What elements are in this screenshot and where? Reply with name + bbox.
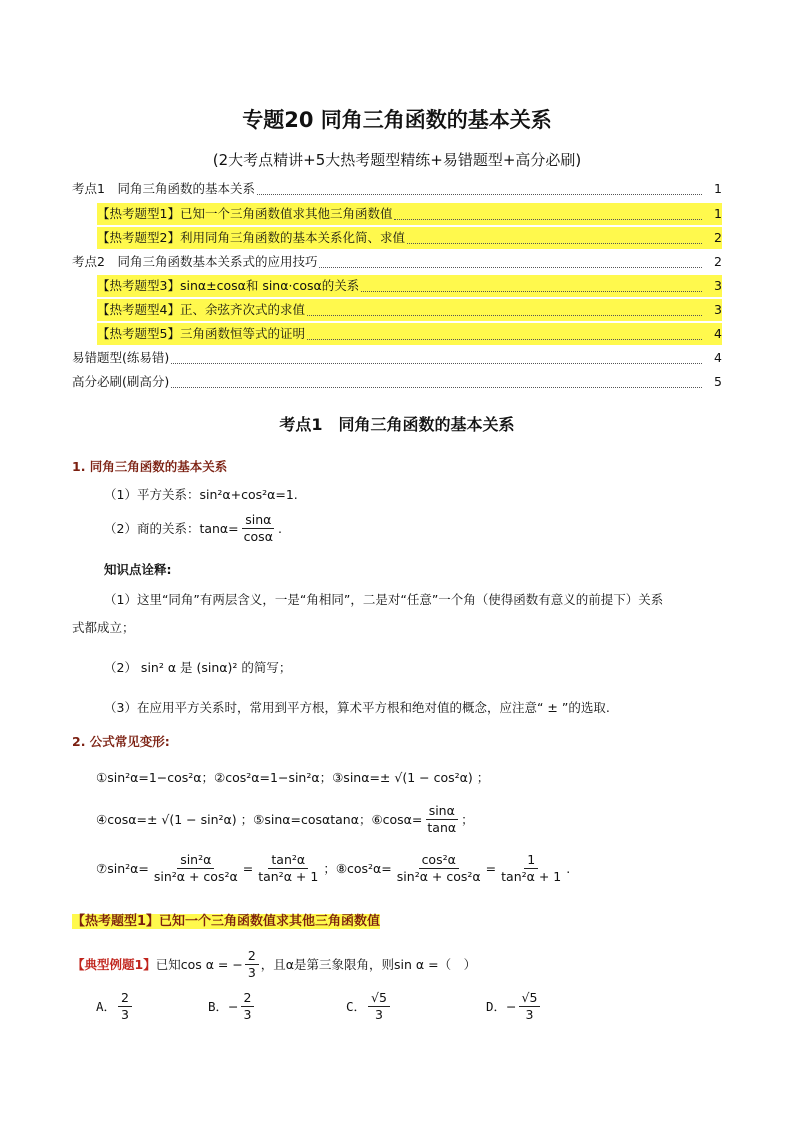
subsection-heading: 1. 同角三角函数的基本关系 [72, 459, 228, 474]
fraction-numerator: sin²α [177, 852, 214, 869]
toc-leader-dots [257, 194, 702, 195]
equals-sign: = [242, 860, 254, 876]
toc-entry-label: 【热考题型1】已知一个三角函数值求其他三角函数值 [97, 206, 393, 221]
formula-line-3-end: . [566, 860, 571, 876]
option-d[interactable] [486, 990, 542, 1023]
option-fraction [519, 990, 541, 1023]
toc-entry[interactable] [97, 275, 722, 297]
toc-entry[interactable] [97, 323, 722, 345]
fraction-denominator: 3 [121, 1007, 129, 1022]
option-sign: − [506, 998, 517, 1014]
toc-entry-page: 4 [714, 350, 722, 365]
formula-line-3-start: ⑦sin²α= [96, 860, 149, 876]
toc-entry-page: 4 [714, 326, 722, 341]
toc-leader-dots [319, 267, 702, 268]
note-1-line-1: （1）这里“同角”有两层含义，一是“角相同”，二是对“任意”一个角（使得函数有意义的前提下）关系 [104, 592, 664, 607]
question-text-end: ，且α是第三象限角，则sin α =（ ） [260, 956, 477, 972]
example-question [72, 948, 476, 981]
toc-entry-label: 【热考题型4】正、余弦齐次式的求值 [97, 302, 305, 317]
toc-entry-page: 1 [714, 181, 722, 196]
formula-line-1: ①sin²α=1−cos²α；②cos²α=1−sin²α；③sinα=± √(1 − cos²α) ； [96, 770, 490, 785]
equals-sign: = [485, 860, 497, 876]
option-fraction [118, 990, 132, 1023]
toc-entry-page: 1 [714, 206, 722, 221]
subsection-heading: 2. 公式常见变形: [72, 734, 170, 749]
toc-entry[interactable] [72, 371, 722, 393]
page-subtitle: (2大考点精讲+5大热考题型精练+易错题型+高分必刷) [212, 151, 582, 169]
toc-entry-label: 考点1 同角三角函数的基本关系 [72, 181, 255, 196]
formula-line-3 [96, 852, 570, 885]
toc-entry[interactable] [97, 299, 722, 321]
option-letter: A． [96, 998, 117, 1014]
option-letter: D． [486, 998, 507, 1014]
note-1-line-2: 式都成立； [72, 620, 135, 635]
section-heading: 考点1 同角三角函数的基本关系 [279, 415, 515, 434]
fraction-denominator: 3 [525, 1007, 534, 1022]
option-fraction [368, 990, 390, 1023]
toc-entry[interactable] [72, 347, 722, 369]
toc-entry-label: 【热考题型3】sinα±cosα和 sinα·cosα的关系 [97, 278, 360, 293]
toc-leader-dots [171, 363, 702, 364]
toc-entry-page: 2 [714, 230, 722, 245]
toc-entry[interactable] [97, 203, 722, 225]
quotient-relation [104, 512, 282, 545]
toc-leader-dots [361, 291, 702, 292]
fraction-denominator: 3 [243, 1007, 252, 1022]
note-2: （2） sin² α 是 (sinα)² 的简写； [104, 660, 292, 675]
formula-fraction [255, 852, 321, 885]
fraction-denominator: tan²α + 1 [258, 869, 319, 884]
option-letter: C． [346, 998, 367, 1014]
formula-fraction [151, 852, 241, 885]
formula-fraction [424, 803, 459, 836]
question-fraction [245, 948, 259, 981]
formula-line-2 [96, 803, 474, 836]
fraction-numerator: cos²α [419, 852, 459, 869]
toc-leader-dots [171, 387, 702, 388]
toc-entry-page: 5 [714, 374, 722, 389]
square-relation: （1）平方关系：sin²α+cos²α=1. [104, 487, 298, 502]
formula-line-2-end: ； [461, 811, 474, 827]
toc-entry-label: 易错题型(练易错) [72, 350, 170, 365]
fraction-denominator: tan²α + 1 [501, 869, 562, 884]
toc-entry-page: 3 [714, 278, 722, 293]
formula-line-3-mid: ；⑧cos²α= [323, 860, 392, 876]
notes-title: 知识点诠释: [104, 562, 172, 577]
option-letter: B． [208, 998, 229, 1014]
quotient-relation-prefix: （2）商的关系：tanα= [104, 520, 239, 536]
toc-entry-label: 高分必刷(刷高分) [72, 374, 170, 389]
formula-fraction [394, 852, 484, 885]
question-text-start: 已知cos α = − [155, 956, 243, 972]
toc-entry-page: 3 [714, 302, 722, 317]
toc-leader-dots [307, 315, 702, 316]
fraction-numerator: 2 [118, 990, 132, 1007]
example-tag: 【典型例题1】 [72, 956, 156, 972]
toc-entry-page: 2 [714, 254, 722, 269]
fraction-numerator: √5 [519, 990, 541, 1007]
option-sign: − [228, 998, 239, 1014]
fraction-denominator: sin²α + cos²α [396, 869, 481, 884]
quotient-fraction [241, 512, 276, 545]
toc-entry-label: 【热考题型5】三角函数恒等式的证明 [97, 326, 305, 341]
note-3: （3）在应用平方关系时，常用到平方根，算术平方根和绝对值的概念，应注意“ ± ”的选取. [104, 700, 610, 715]
fraction-numerator: sinα [242, 512, 274, 529]
fraction-numerator: sinα [426, 803, 458, 820]
page-title: 专题20 同角三角函数的基本关系 [242, 108, 552, 132]
fraction-numerator: 2 [241, 990, 255, 1007]
toc-entry[interactable] [97, 227, 722, 249]
fraction-numerator: tan²α [268, 852, 308, 869]
fraction-denominator: tanα [427, 820, 457, 835]
formula-fraction [498, 852, 564, 885]
option-a[interactable] [96, 990, 134, 1023]
fraction-denominator: 3 [375, 1007, 383, 1022]
toc-leader-dots [407, 243, 702, 244]
toc-entry[interactable] [72, 178, 722, 200]
fraction-denominator: sin²α + cos²α [153, 869, 238, 884]
fraction-numerator: 1 [524, 852, 538, 869]
toc-entry-label: 考点2 同角三角函数基本关系式的应用技巧 [72, 254, 318, 269]
option-c[interactable] [346, 990, 392, 1023]
toc-leader-dots [394, 219, 702, 220]
toc-leader-dots [307, 339, 702, 340]
hot-type-label: 【热考题型1】已知一个三角函数值求其他三角函数值 [72, 914, 381, 929]
fraction-numerator: 2 [245, 948, 259, 965]
fraction-numerator: √5 [368, 990, 390, 1007]
option-b[interactable] [208, 990, 256, 1023]
fraction-denominator: cosα [243, 529, 273, 544]
fraction-denominator: 3 [247, 965, 256, 980]
formula-line-2-text: ④cosα=± √(1 − sin²α) ；⑤sinα=cosαtanα；⑥cosα= [96, 811, 423, 827]
hot-type-heading [72, 910, 380, 929]
toc-entry[interactable] [72, 251, 722, 273]
toc-entry-label: 【热考题型2】利用同角三角函数的基本关系化简、求值 [97, 230, 405, 245]
option-fraction [241, 990, 255, 1023]
quotient-relation-suffix: . [277, 520, 282, 536]
